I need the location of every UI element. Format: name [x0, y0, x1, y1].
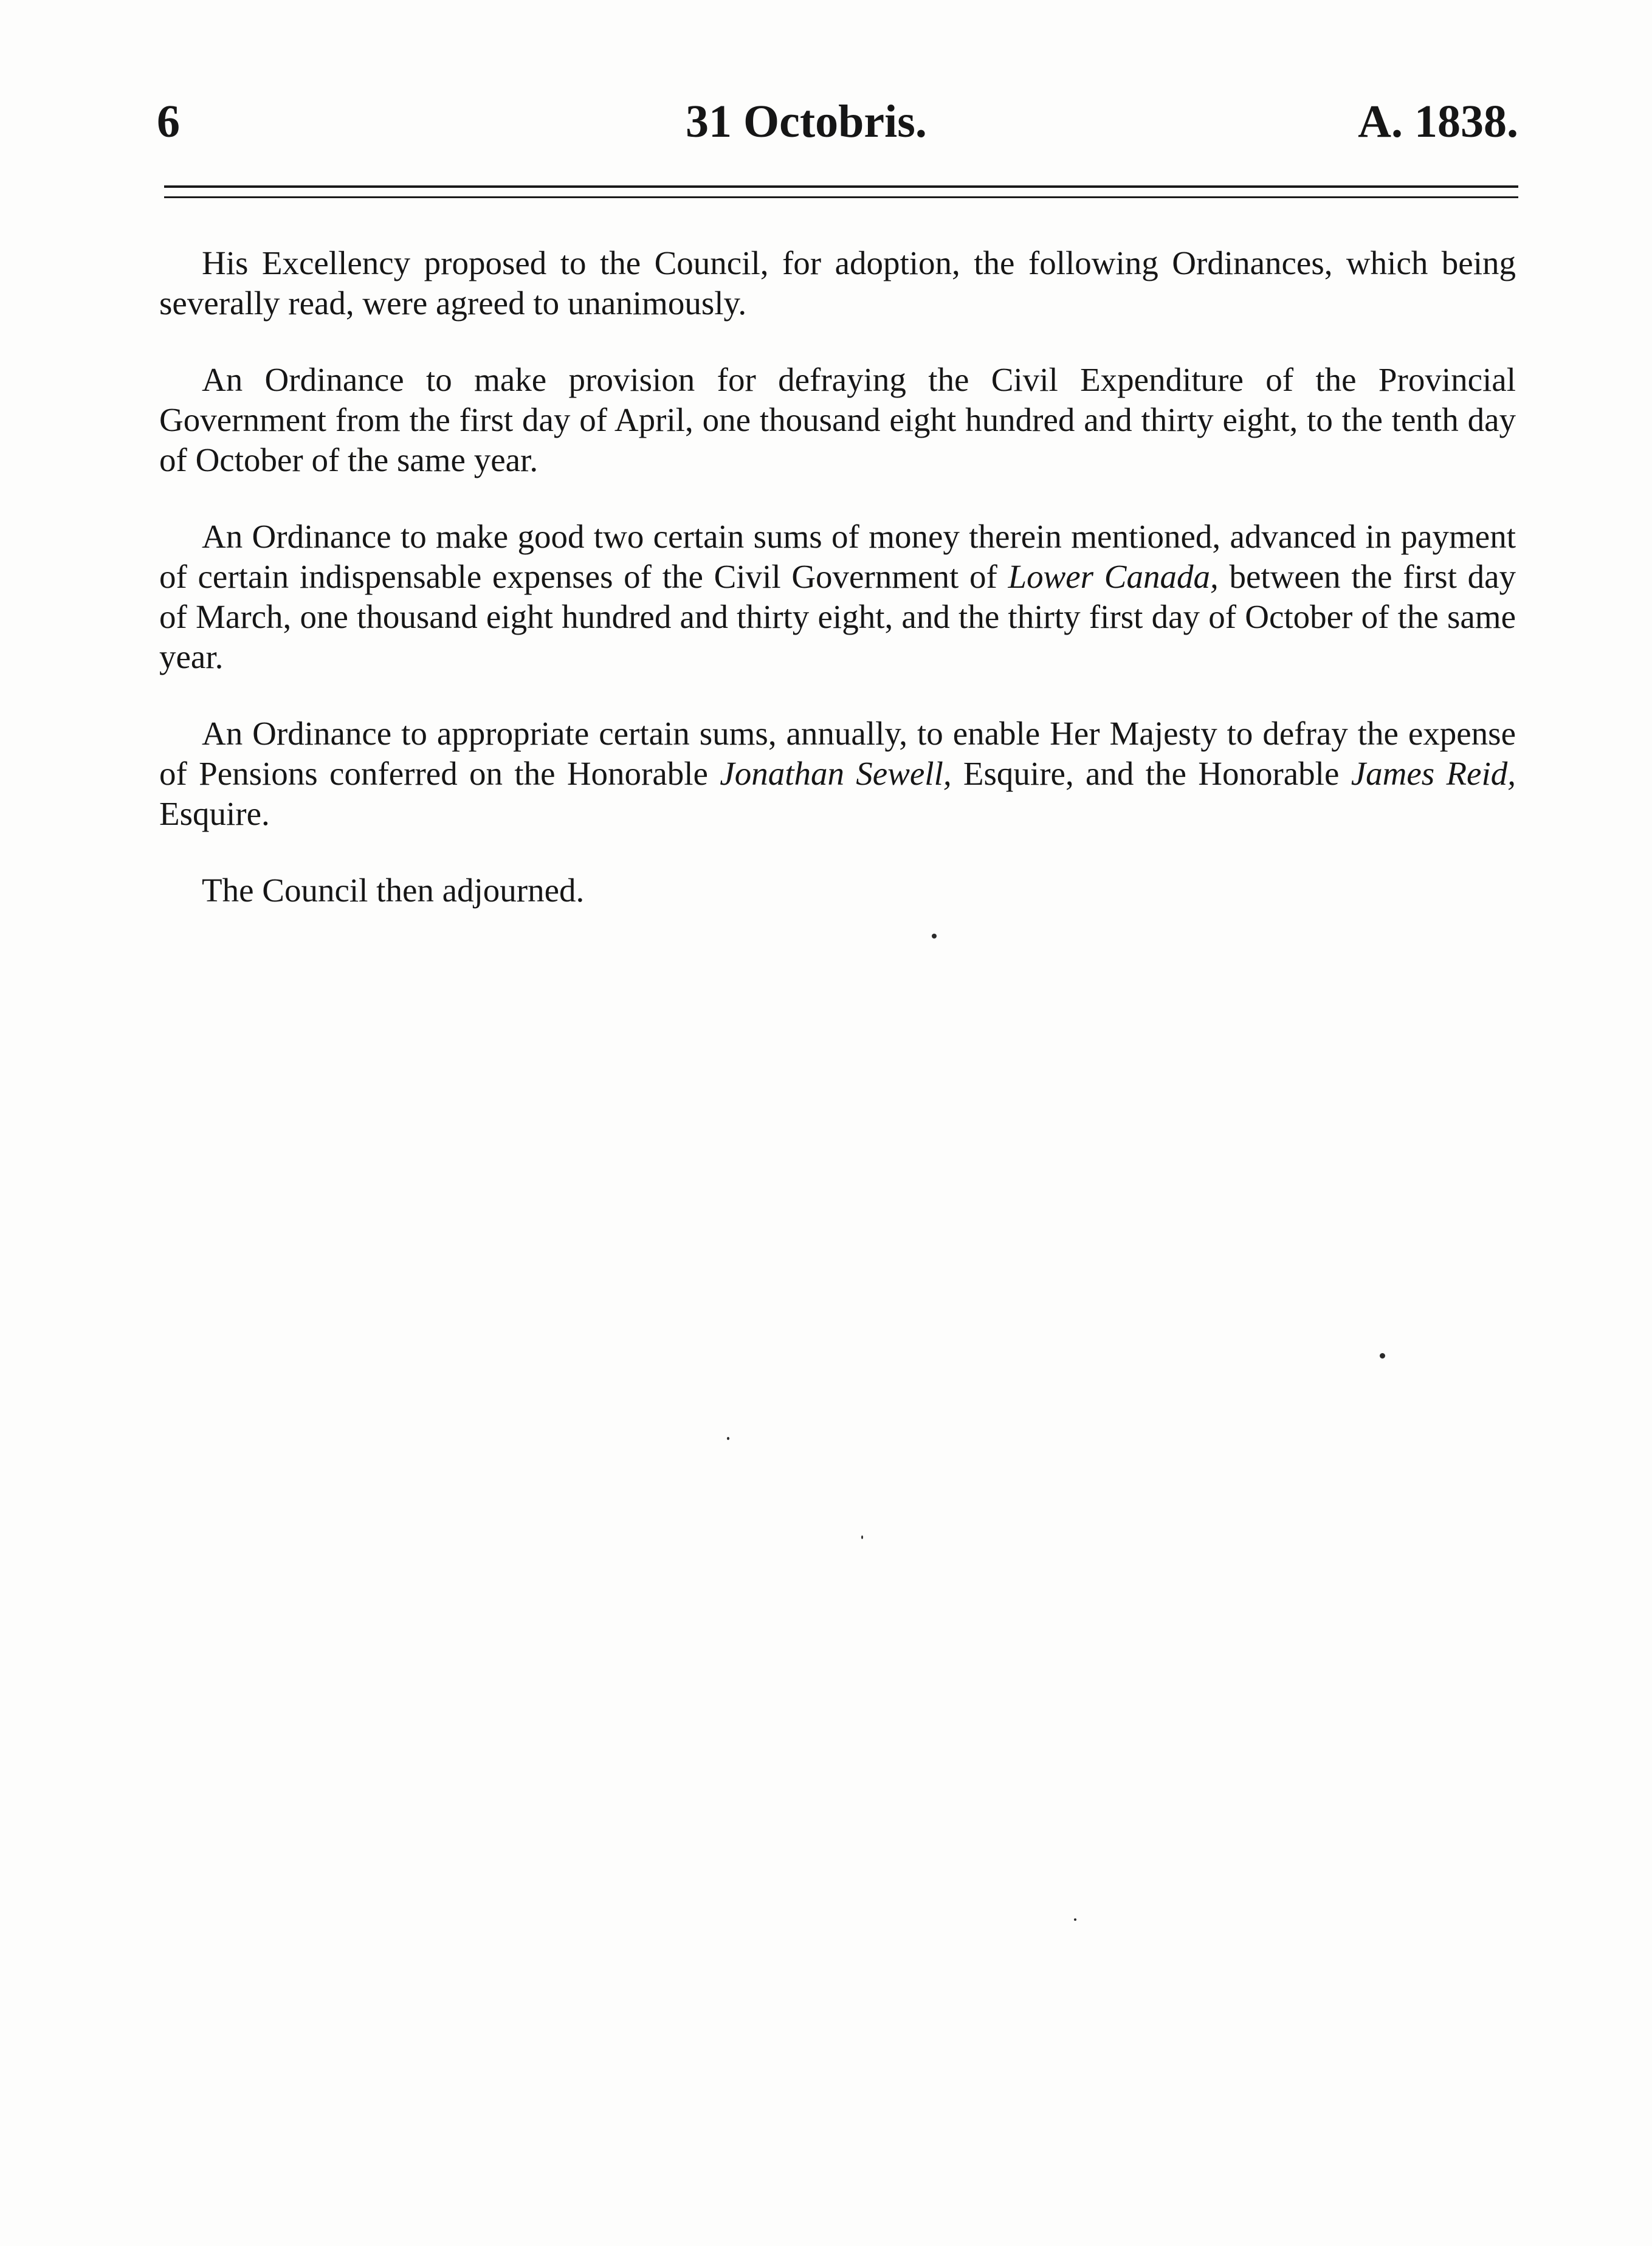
document-body — [159, 243, 1516, 911]
print-speck — [861, 1535, 863, 1539]
header-rule-top — [164, 185, 1518, 188]
paragraph-text-segment: Esquire, and the Honorable — [951, 755, 1351, 792]
paragraph-text-segment: An Ordinance to make good two certain sums of money therein mentioned, advanced in payment of certain indispensable expenses of the Civil Government of — [159, 518, 1516, 595]
print-speck — [932, 934, 937, 939]
paragraph-civil-expenditure-ordinance: An Ordinance to make provision for defraying the Civil Expenditure of the Provincial Government from the first day of April, one thousand eight hundred and thirty eight, to the tenth day of October of the same year. — [159, 361, 1516, 478]
paragraph-text-segment: An Ordinance to appropriate certain sums, annually, to enable Her Majesty to defray the expense of Pensions conferred on the Honorable — [159, 715, 1516, 792]
place-name-lower-canada: Lower Canada, — [1008, 558, 1219, 595]
person-name-jonathan-sewell: Jonathan Sewell, — [720, 755, 952, 792]
header-year: A. 1838. — [1358, 96, 1518, 147]
header-rule-bottom — [164, 196, 1518, 198]
print-speck — [1380, 1353, 1385, 1359]
print-speck — [727, 1437, 729, 1440]
print-speck — [1074, 1918, 1076, 1921]
page-number: 6 — [157, 96, 180, 147]
paragraph-text-segment: between the first day of March, one thousand eight hundred and thirty eight, and the thirty first day of October of the same year. — [159, 558, 1516, 675]
paragraph-adjournment: The Council then adjourned. — [202, 872, 585, 909]
paragraph-pensions-ordinance — [159, 714, 1516, 834]
paragraph-text-segment: Esquire. — [159, 795, 270, 832]
header-date: 31 Octobris. — [686, 96, 927, 147]
page-header — [157, 91, 1518, 158]
paragraph-sums-ordinance — [159, 517, 1516, 677]
person-name-james-reid: James Reid, — [1351, 755, 1516, 792]
paragraph-proposal: His Excellency proposed to the Council, for adoption, the following Ordinances, which being severally read, were agreed to unanimously. — [159, 244, 1516, 322]
